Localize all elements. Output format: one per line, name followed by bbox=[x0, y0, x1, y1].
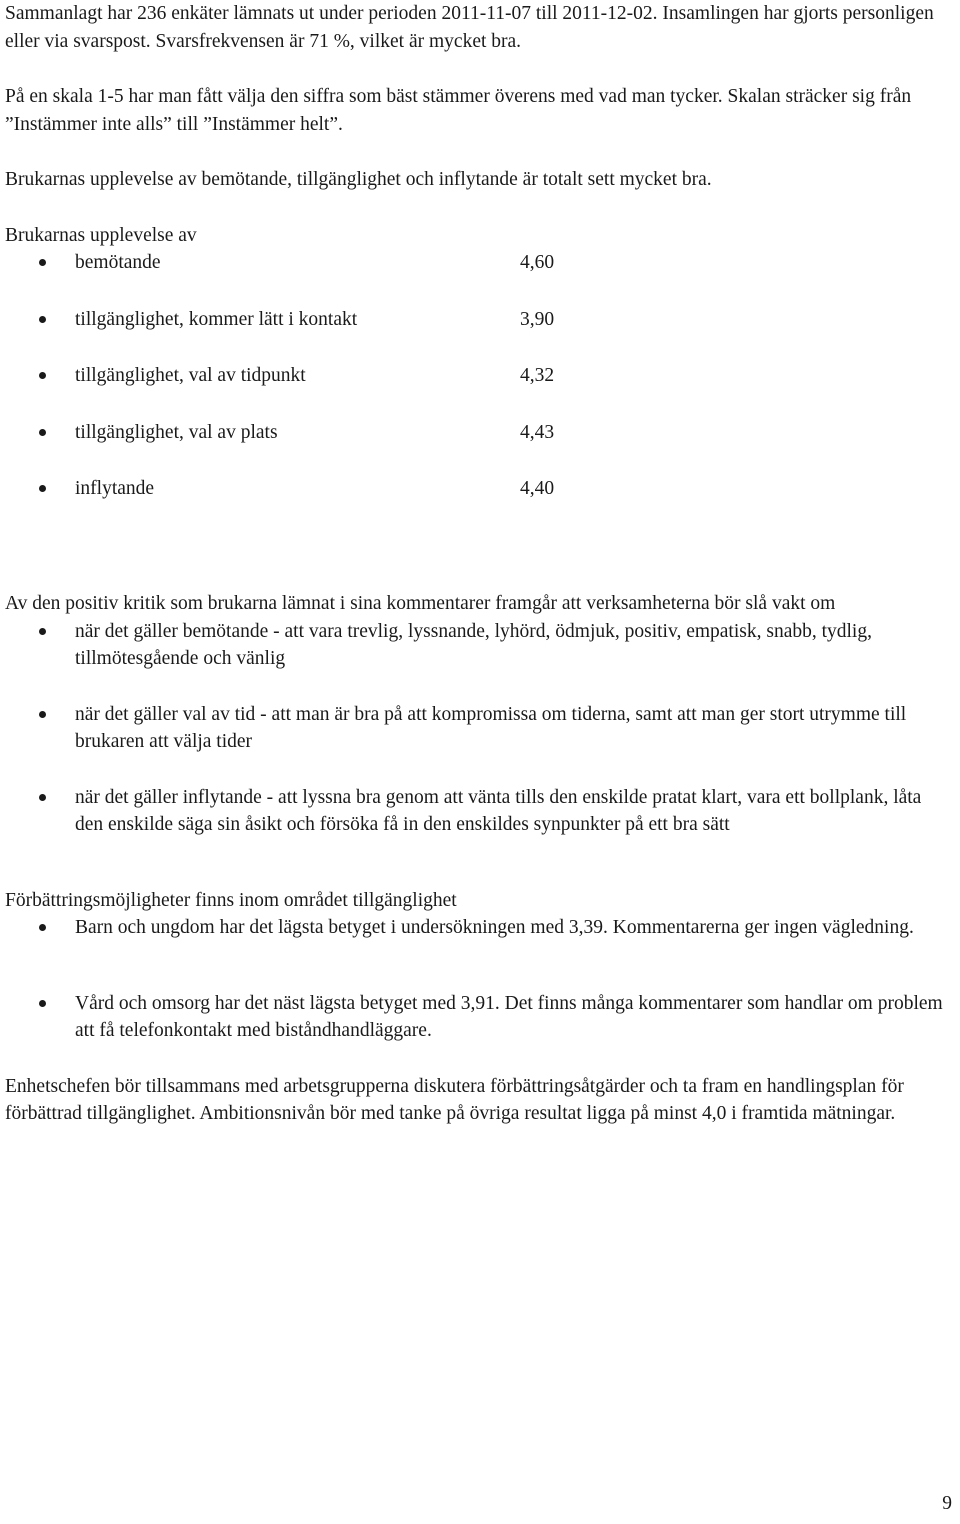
conclusion-paragraph: Enhetschefen bör tillsammans med arbetsgrupperna diskutera förbättringsåtgärder och ta fram en handlingsplan för förbättrad tillgänglighet. Ambitionsnivån bör med tanke på övriga resultat ligga på minst 4,0 i framtida mätningar. bbox=[5, 1075, 904, 1124]
rating-label: bemötande bbox=[75, 252, 161, 273]
scale-paragraph: På en skala 1-5 har man fått välja den siffra som bäst stämmer överens med vad man tycker. Skalan sträcker sig från ”Instämmer inte alls” till ”Instämmer helt”. bbox=[5, 86, 912, 135]
positive-text: när det gäller bemötande - att vara trevlig, lyssnande, lyhörd, ödmjuk, positiv, empatisk, snabb, tydlig, tillmötesgående och vänlig bbox=[75, 620, 872, 669]
bullet-icon bbox=[39, 372, 46, 379]
improvement-intro: Förbättringsmöjligheter finns inom området tillgänglighet bbox=[5, 889, 457, 911]
positive-item bbox=[5, 784, 950, 839]
bullet-icon bbox=[39, 711, 46, 718]
positive-text: när det gäller val av tid - att man är bra på att kompromissa om tiderna, samt att man ger stort utrymme till brukaren att välja tider bbox=[75, 703, 907, 752]
summary-paragraph: Brukarnas upplevelse av bemötande, tillgänglighet och inflytande är totalt sett mycket bra. bbox=[5, 169, 712, 190]
document-page bbox=[5, 0, 950, 1128]
rating-value: 4,43 bbox=[520, 421, 555, 443]
bullet-icon bbox=[39, 429, 46, 436]
improvement-item bbox=[5, 914, 950, 942]
rating-value: 4,32 bbox=[520, 365, 555, 386]
ratings-intro: Brukarnas upplevelse av bbox=[5, 224, 197, 246]
rating-label: inflytande bbox=[75, 478, 155, 499]
rating-label: tillgänglighet, val av tidpunkt bbox=[75, 365, 306, 386]
bullet-icon bbox=[39, 794, 46, 801]
positive-item bbox=[5, 701, 950, 756]
bullet-icon bbox=[39, 259, 46, 266]
page-number: 9 bbox=[942, 1493, 952, 1514]
bullet-icon bbox=[39, 1000, 46, 1007]
rating-item bbox=[5, 475, 950, 503]
rating-value: 4,40 bbox=[520, 478, 555, 499]
improvement-item bbox=[5, 990, 950, 1045]
rating-item bbox=[5, 306, 950, 334]
positive-intro: Av den positiv kritik som brukarna lämnat i sina kommentarer framgår att verksamheterna bör slå vakt om bbox=[5, 593, 836, 614]
rating-value: 3,90 bbox=[520, 308, 555, 330]
rating-label: tillgänglighet, val av plats bbox=[75, 421, 278, 443]
ratings-list bbox=[5, 249, 950, 503]
bullet-icon bbox=[39, 316, 46, 323]
rating-item bbox=[5, 249, 950, 277]
positive-list bbox=[5, 618, 950, 839]
rating-value: 4,60 bbox=[520, 252, 555, 273]
bullet-icon bbox=[39, 924, 46, 931]
improvement-list bbox=[5, 914, 950, 1045]
positive-text: när det gäller inflytande - att lyssna bra genom att vänta tills den enskilde pratat klart, vara ett bollplank, låta den enskilde säga sin åsikt och försöka få in den enskildes synpunkter på ett bra sätt bbox=[75, 786, 922, 835]
rating-label: tillgänglighet, kommer lätt i kontakt bbox=[75, 308, 358, 330]
improvement-text: Barn och ungdom har det lägsta betyget i undersökningen med 3,39. Kommentarerna ger ingen vägledning. bbox=[75, 917, 914, 938]
rating-item bbox=[5, 419, 950, 447]
bullet-icon bbox=[39, 628, 46, 635]
intro-paragraph: Sammanlagt har 236 enkäter lämnats ut under perioden 2011-11-07 till 2011-12-02. Insamlingen har gjorts personligen eller via svarspost. Svarsfrekvensen är 71 %, vilket är mycket bra. bbox=[5, 3, 934, 52]
positive-item bbox=[5, 618, 950, 673]
rating-item bbox=[5, 362, 950, 390]
bullet-icon bbox=[39, 485, 46, 492]
improvement-text: Vård och omsorg har det näst lägsta betyget med 3,91. Det finns många kommentarer som handlar om problem att få telefonkontakt med biståndhandläggare. bbox=[75, 992, 943, 1041]
